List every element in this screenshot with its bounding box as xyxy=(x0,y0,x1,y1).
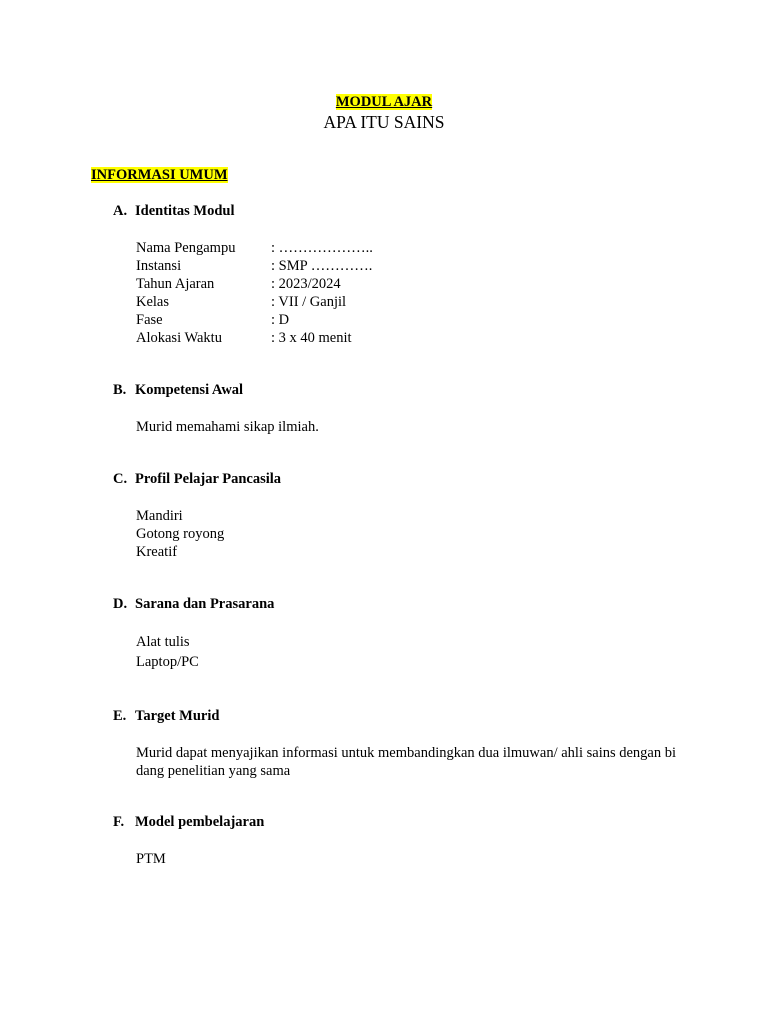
section-header-informasi-umum xyxy=(91,167,228,184)
heading-text: Sarana dan Prasarana xyxy=(135,596,275,612)
sarana-prasarana-list xyxy=(136,632,199,672)
heading-sarana-prasarana xyxy=(113,596,274,613)
kv-value: : ……………….. xyxy=(271,240,373,256)
heading-text: Target Murid xyxy=(135,708,220,724)
kv-label: Alokasi Waktu xyxy=(136,330,222,346)
document-title xyxy=(0,94,768,111)
heading-letter: F. xyxy=(113,814,125,830)
heading-profil-pelajar-pancasila xyxy=(113,471,281,488)
heading-text: Identitas Modul xyxy=(135,203,235,219)
kompetensi-awal-text: Murid memahami sikap ilmiah. xyxy=(136,419,319,435)
kv-row-tahun-ajaran xyxy=(136,275,373,293)
heading-letter: C. xyxy=(113,471,128,487)
heading-text: Profil Pelajar Pancasila xyxy=(135,471,282,487)
document-title-text: MODUL AJAR xyxy=(335,94,433,110)
list-item: Gotong royong xyxy=(136,526,225,542)
kv-row-nama-pengampu xyxy=(136,239,373,257)
kv-value: : 2023/2024 xyxy=(271,276,341,292)
kv-label: Tahun Ajaran xyxy=(136,276,215,292)
heading-model-pembelajaran xyxy=(113,814,264,831)
kv-row-fase xyxy=(136,311,373,329)
heading-letter: A. xyxy=(113,203,128,219)
kv-value: : SMP …………. xyxy=(271,258,373,274)
kv-label: Kelas xyxy=(136,294,170,310)
heading-target-murid xyxy=(113,708,219,725)
kv-value: : D xyxy=(271,312,290,328)
list-item: Laptop/PC xyxy=(136,654,199,670)
list-item: Alat tulis xyxy=(136,634,190,650)
kv-label: Fase xyxy=(136,312,163,328)
heading-letter: D. xyxy=(113,596,128,612)
kv-label: Instansi xyxy=(136,258,182,274)
heading-letter: B. xyxy=(113,382,127,398)
kv-value: : VII / Ganjil xyxy=(271,294,347,310)
kv-value: : 3 x 40 menit xyxy=(271,330,352,346)
identitas-modul-table xyxy=(136,239,373,347)
profil-pelajar-list xyxy=(136,507,224,561)
kv-row-instansi xyxy=(136,257,373,275)
heading-kompetensi-awal xyxy=(113,382,243,399)
kv-row-alokasi-waktu xyxy=(136,329,373,347)
list-item: Kreatif xyxy=(136,544,178,560)
heading-identitas-modul xyxy=(113,203,235,220)
heading-text: Model pembelajaran xyxy=(135,814,265,830)
kv-label: Nama Pengampu xyxy=(136,240,236,256)
document-subtitle: APA ITU SAINS xyxy=(323,112,445,132)
list-item: Mandiri xyxy=(136,508,183,524)
target-murid-text: Murid dapat menyajikan informasi untuk membandingkan dua ilmuwan/ ahli sains dengan bidang penelitian yang sama xyxy=(136,745,677,779)
kv-row-kelas xyxy=(136,293,373,311)
heading-text: Kompetensi Awal xyxy=(135,382,244,398)
model-pembelajaran-text: PTM xyxy=(136,851,166,867)
section-header-text: INFORMASI UMUM xyxy=(91,167,228,183)
heading-letter: E. xyxy=(113,708,127,724)
